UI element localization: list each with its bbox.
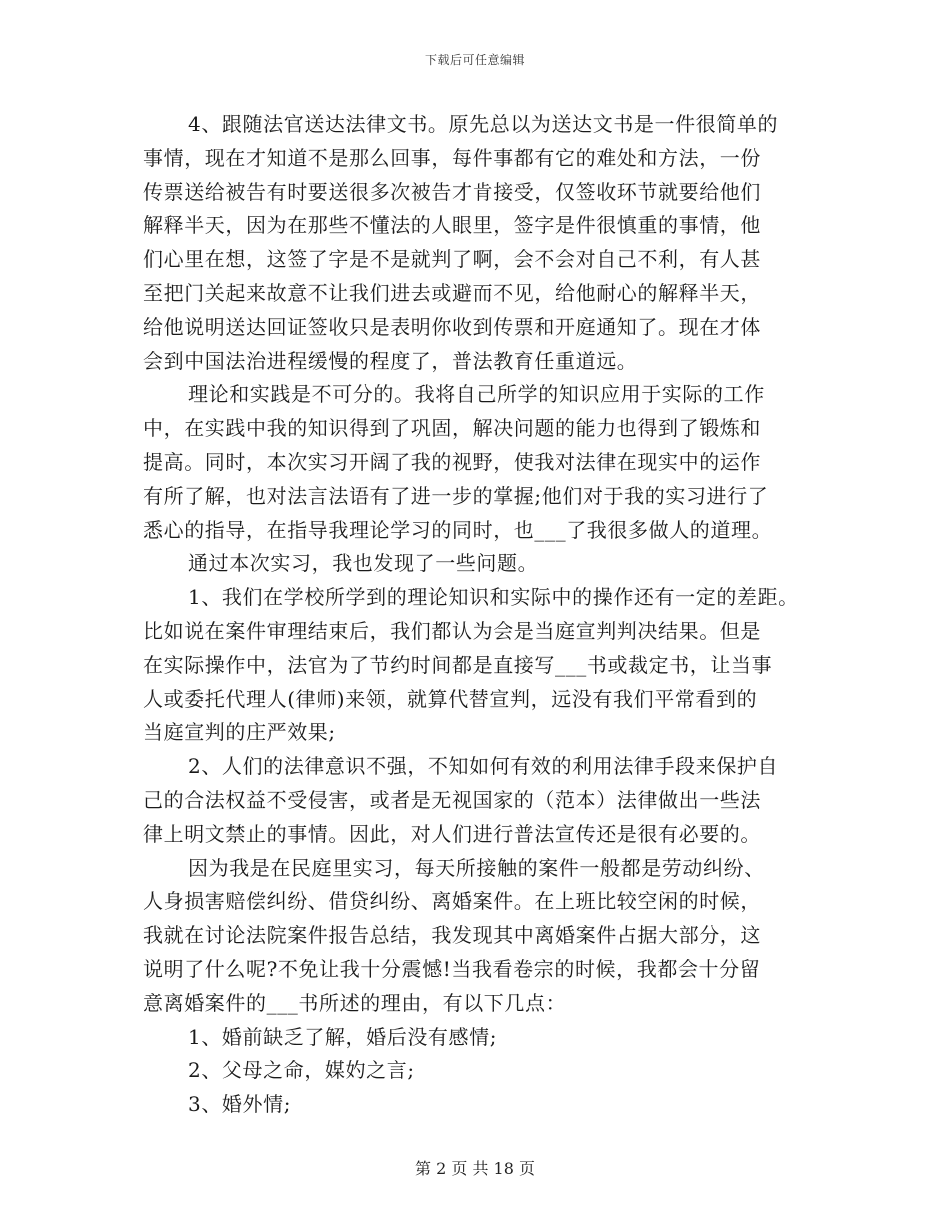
text-line: 1、婚前缺乏了解，婚后没有感情; bbox=[188, 1024, 498, 1049]
text-line: 有所了解，也对法言法语有了进一步的掌握;他们对于我的实习进行了 bbox=[143, 483, 769, 508]
text-line: 事情，现在才知道不是那么回事，每件事都有它的难处和方法，一份 bbox=[143, 145, 761, 170]
text-line: 传票送给被告有时要送很多次被告才肯接受，仅签收环节就要给他们 bbox=[143, 179, 761, 204]
text-line: 己的合法权益不受侵害，或者是无视国家的（范本）法律做出一些法 bbox=[143, 787, 761, 812]
text-line: 人身损害赔偿纠纷、借贷纠纷、离婚案件。在上班比较空闲的时候， bbox=[143, 889, 761, 914]
text-line: 意离婚案件的___书所述的理由，有以下几点： bbox=[143, 990, 567, 1015]
text-line: 们心里在想，这签了字是不是就判了啊，会不会对自己不利，有人甚 bbox=[143, 247, 761, 272]
text-line: 通过本次实习，我也发现了一些问题。 bbox=[188, 551, 539, 576]
text-line: 2、人们的法律意识不强，不知如何有效的利用法律手段来保护自 bbox=[188, 754, 779, 779]
text-line: 中，在实践中我的知识得到了巩固，解决问题的能力也得到了锻炼和 bbox=[143, 416, 761, 441]
text-line: 解释半天，因为在那些不懂法的人眼里，签字是件很慎重的事情，他 bbox=[143, 213, 761, 238]
text-line: 会到中国法治进程缓慢的程度了，普法教育任重道远。 bbox=[143, 348, 638, 373]
text-line: 说明了什么呢?不免让我十分震憾!当我看卷宗的时候，我都会十分留 bbox=[143, 956, 761, 981]
text-line: 3、婚外情; bbox=[188, 1092, 292, 1117]
text-line: 我就在讨论法院案件报告总结，我发现其中离婚案件占据大部分，这 bbox=[143, 923, 761, 948]
text-line: 提高。同时，本次实习开阔了我的视野，使我对法律在现实中的运作 bbox=[143, 449, 761, 474]
page-footer: 第 2 页 共 18 页 bbox=[415, 1159, 535, 1178]
text-line: 理论和实践是不可分的。我将自己所学的知识应用于实际的工作 bbox=[188, 382, 765, 407]
page-header: 下载后可任意编辑 bbox=[424, 53, 525, 67]
text-line: 4、跟随法官送达法律文书。原先总以为送达文书是一件很简单的 bbox=[188, 112, 779, 136]
text-line: 2、父母之命，媒妁之言; bbox=[188, 1058, 415, 1083]
text-line: 悉心的指导，在指导我理论学习的同时，也___了我很多做人的道理。 bbox=[143, 517, 773, 542]
text-line: 人或委托代理人(律师)来领，就算代替宣判，远没有我们平常看到的 bbox=[143, 686, 758, 711]
text-line: 在实际操作中，法官为了节约时间都是直接写___书或裁定书，让当事 bbox=[143, 652, 773, 677]
text-line: 因为我是在民庭里实习，每天所接触的案件一般都是劳动纠纷、 bbox=[188, 855, 765, 880]
text-line: 当庭宣判的庄严效果; bbox=[143, 720, 336, 745]
text-line: 至把门关起来故意不让我们进去或避而不见，给他耐心的解释半天， bbox=[143, 280, 761, 305]
text-line: 给他说明送达回证签收只是表明你收到传票和开庭通知了。现在才体 bbox=[143, 314, 761, 339]
text-line: 律上明文禁止的事情。因此，对人们进行普法宣传还是很有必要的。 bbox=[143, 821, 761, 846]
document-body bbox=[143, 108, 823, 1122]
text-line: 比如说在案件审理结束后，我们都认为会是当庭宣判判决结果。但是 bbox=[143, 618, 761, 643]
text-line: 1、我们在学校所学到的理论知识和实际中的操作还有一定的差距。 bbox=[188, 585, 799, 610]
